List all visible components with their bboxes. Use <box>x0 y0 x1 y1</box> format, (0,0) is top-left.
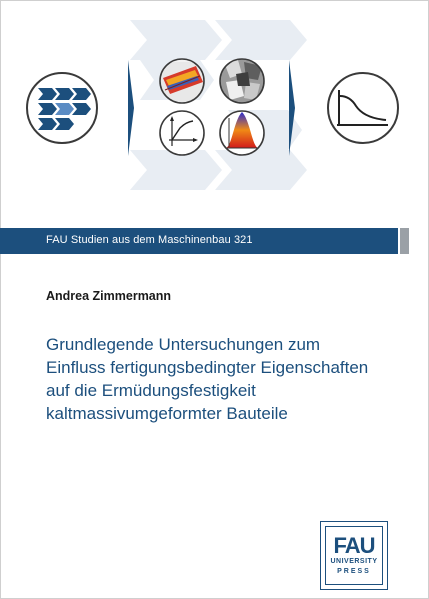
author-name: Andrea Zimmermann <box>46 289 172 303</box>
grain-structure-icon <box>220 59 264 103</box>
logo-line-university: UNIVERSITY <box>330 558 378 565</box>
logo-mark: FAU <box>333 533 375 558</box>
fau-university-press-logo <box>320 521 388 590</box>
title-line: kaltmassivumgeformter Bauteile <box>46 404 288 423</box>
stress-strain-icon <box>160 111 204 155</box>
background-chevrons <box>130 20 307 190</box>
series-band <box>0 228 398 254</box>
title-line: Einfluss fertigungsbedingter Eigenschaften <box>46 358 369 377</box>
distribution-plot-icon <box>220 111 264 155</box>
series-title: FAU Studien aus dem Maschinenbau 321 <box>46 234 253 246</box>
decay-curve-icon <box>328 73 398 143</box>
divider-left <box>128 60 134 156</box>
logo-line-press: PRESS <box>337 568 371 575</box>
cover-graphic <box>0 0 429 220</box>
book-title <box>46 333 416 425</box>
process-arrows-icon <box>27 73 97 143</box>
title-line: auf die Ermüdungsfestigkeit <box>46 381 256 400</box>
logo-frame <box>325 526 383 585</box>
series-accent-bar <box>400 228 409 254</box>
title-line: Grundlegende Untersuchungen zum <box>46 335 321 354</box>
microstructure-image-icon <box>160 59 204 103</box>
